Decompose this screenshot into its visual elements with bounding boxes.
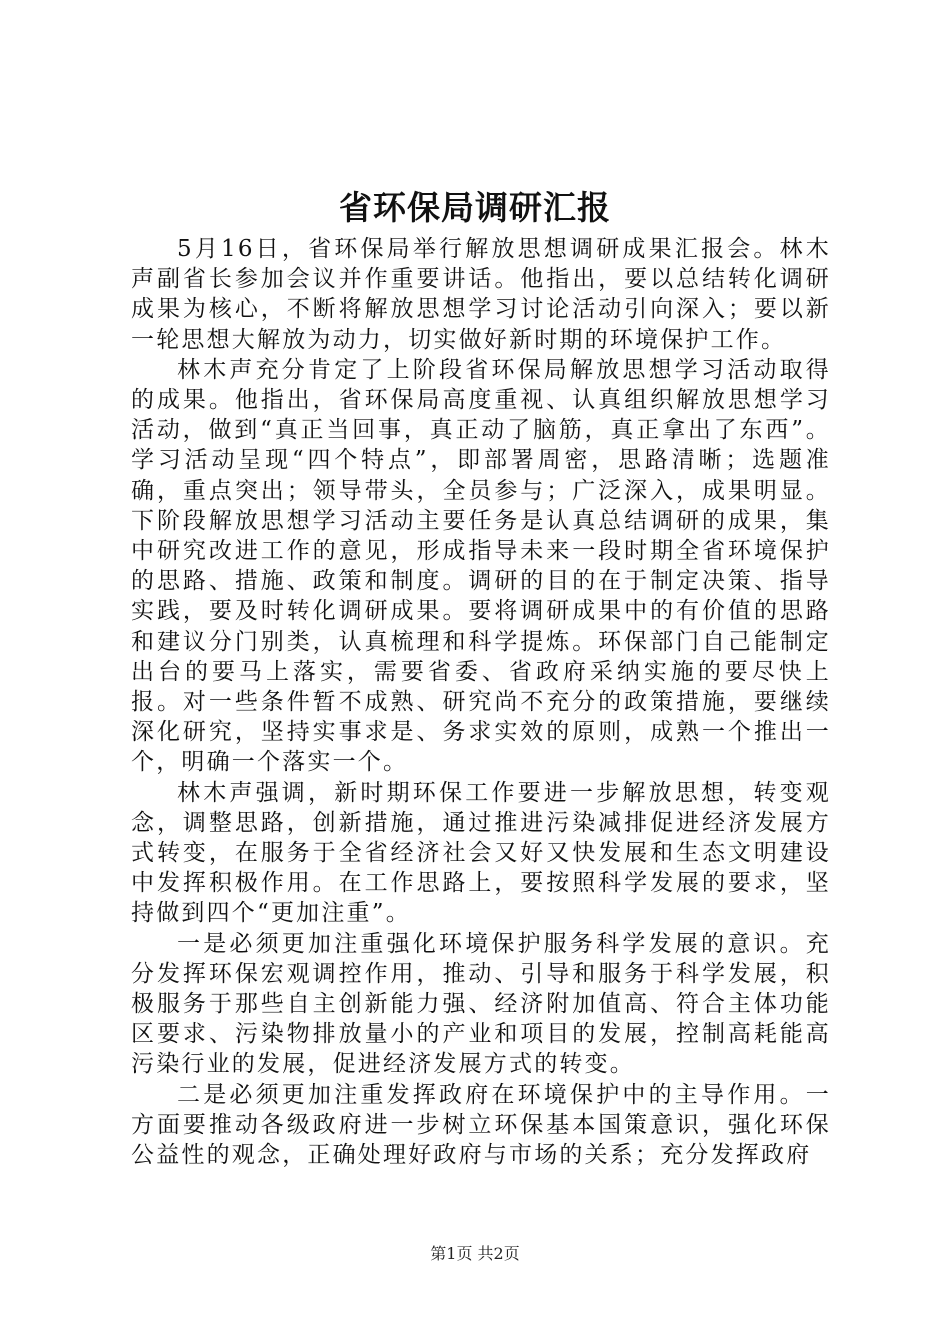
- paragraph-1: 5月16日，省环保局举行解放思想调研成果汇报会。林木声副省长参加会议并作重要讲话。他指出，要以总结转化调研成果为核心，不断将解放思想学习讨论活动引向深入；要以新一轮思想大解放为动力，切实做好新时期的环境保护工作。: [131, 236, 831, 353]
- paragraph-2: 林木声充分肯定了上阶段省环保局解放思想学习活动取得的成果。他指出，省环保局高度重视、认真组织解放思想学习活动，做到“真正当回事，真正动了脑筋，真正拿出了东西”。学习活动呈现“四个特点”，即部署周密，思路清晰；选题准确，重点突出；领导带头，全员参与；广泛深入，成果明显。下阶段解放思想学习活动主要任务是认真总结调研的成果，集中研究改进工作的意见，形成指导未来一段时期全省环境保护的思路、措施、政策和制度。调研的目的在于制定决策、指导实践，要及时转化调研成果。要将调研成果中的有价值的思路和建议分门别类，认真梳理和科学提炼。环保部门自己能制定出台的要马上落实，需要省委、省政府采纳实施的要尽快上报。对一些条件暂不成熟、研究尚不充分的政策措施，要继续深化研究，坚持实事求是、务求实效的原则，成熟一个推出一个，明确一个落实一个。: [131, 356, 831, 776]
- paragraph-3: 林木声强调，新时期环保工作要进一步解放思想，转变观念，调整思路，创新措施，通过推进污染减排促进经济发展方式转变，在服务于全省经济社会又好又快发展和生态文明建设中发挥积极作用。在工作思路上，要按照科学发展的要求，坚持做到四个“更加注重”。: [131, 779, 831, 927]
- document-body: [131, 234, 831, 1170]
- paragraph-5: 二是必须更加注重发挥政府在环境保护中的主导作用。一方面要推动各级政府进一步树立环保基本国策意识，强化环保公益性的观念，正确处理好政府与市场的关系；充分发挥政府: [131, 1081, 831, 1169]
- paragraph-4: 一是必须更加注重强化环境保护服务科学发展的意识。充分发挥环保宏观调控作用，推动、引导和服务于科学发展，积极服务于那些自主创新能力强、经济附加值高、符合主体功能区要求、污染物排放量小的产业和项目的发展，控制高耗能高污染行业的发展，促进经济发展方式的转变。: [131, 930, 831, 1078]
- page-number-footer: 第1页 共2页: [430, 1244, 520, 1263]
- document-title: 省环保局调研汇报: [339, 188, 611, 227]
